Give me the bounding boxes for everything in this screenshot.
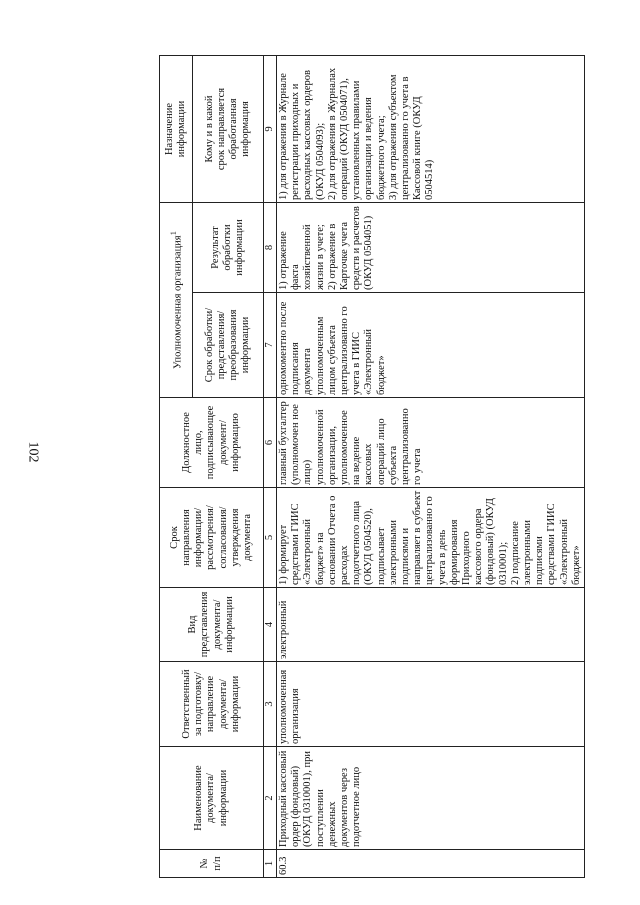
footnote-marker: 1 bbox=[168, 230, 179, 236]
header-processing-result: Результат обработки информации bbox=[193, 203, 264, 293]
cell-term: 1) формирует средствами ГИИС «Электронный бюджет» на основании Отчета о расходах подотчетного лица (ОКУД 0504520), подписывает электронными подписями и направляет в субъект централизованно го учета в день формирования Приходного кассового ордера (фондовый) (ОКУД 0310001); 2) подписание электронными подписями средствами ГИИС «Электронный бюджет» bbox=[277, 488, 585, 588]
header-type: Вид представления документа/ информации bbox=[160, 588, 264, 662]
column-number: 2 bbox=[264, 747, 277, 850]
cell-responsible: уполномоченная организация bbox=[277, 662, 585, 747]
column-number-row bbox=[264, 56, 277, 878]
header-authorized-label: Уполномоченная организация bbox=[172, 235, 184, 370]
column-number: 5 bbox=[264, 488, 277, 588]
column-number: 7 bbox=[264, 293, 277, 398]
header-row-main bbox=[160, 56, 193, 878]
column-number: 4 bbox=[264, 588, 277, 662]
header-responsible: Ответственный за подготовку/ направление документа/ информации bbox=[160, 662, 264, 747]
table-row bbox=[277, 56, 585, 878]
cell-processing-result: 1) отражение факта хозяйственной жизни в учете; 2) отражение в Карточке учета средств и расчетов (ОКУД 0504051) bbox=[277, 203, 585, 293]
cell-type: электронный bbox=[277, 588, 585, 662]
column-number: 1 bbox=[264, 850, 277, 878]
header-name: Наименование документа/ информации bbox=[160, 747, 264, 850]
column-number: 9 bbox=[264, 56, 277, 203]
header-purpose: Кому и в какой срок направляется обработанная информация bbox=[193, 56, 264, 203]
cell-name: Приходный кассовый ордер (фондовый) (ОКУД 0310001), при поступлении денежных документов через подотчетное лицо bbox=[277, 747, 585, 850]
header-term: Срок направления информации/ рассмотрения/ согласования/ утверждения документа bbox=[160, 488, 264, 588]
header-processing-term: Срок обработки/ представления/ преобразования информации bbox=[193, 293, 264, 398]
column-number: 3 bbox=[264, 662, 277, 747]
header-official: Должностное лицо, подписывающее документ/ информацию bbox=[160, 398, 264, 488]
column-number: 6 bbox=[264, 398, 277, 488]
page-number: 102 bbox=[25, 441, 41, 463]
cell-purpose: 1) для отражения в Журнале регистрации приходных и расходных кассовых ордеров (ОКУД 0504093); 2) для отражения в Журналах операций (ОКУД 0504071), установленных правилами организации и ведения бюджетного учета; 3) для отражения субъектом централизованно го учета в Кассовой книге (ОКУД 0504514) bbox=[277, 56, 585, 203]
header-purpose-group: Назначение информации bbox=[160, 56, 193, 203]
cell-num: 60.3 bbox=[277, 850, 585, 878]
column-number: 8 bbox=[264, 203, 277, 293]
header-authorized-group bbox=[160, 203, 193, 398]
cell-official: главный бухгалтер (уполномочен ное лицо) уполномоченной организации, уполномоченное на ведение кассовых операций лицо субъекта централизованно го учета bbox=[277, 398, 585, 488]
rotated-table-container bbox=[159, 56, 619, 878]
cell-processing-term: одномоментно после подписания документа уполномоченным лицом субъекта централизованно го учета в ГИИС «Электронный бюджет» bbox=[277, 293, 585, 398]
document-table bbox=[159, 55, 585, 878]
header-num: № п/п bbox=[160, 850, 264, 878]
